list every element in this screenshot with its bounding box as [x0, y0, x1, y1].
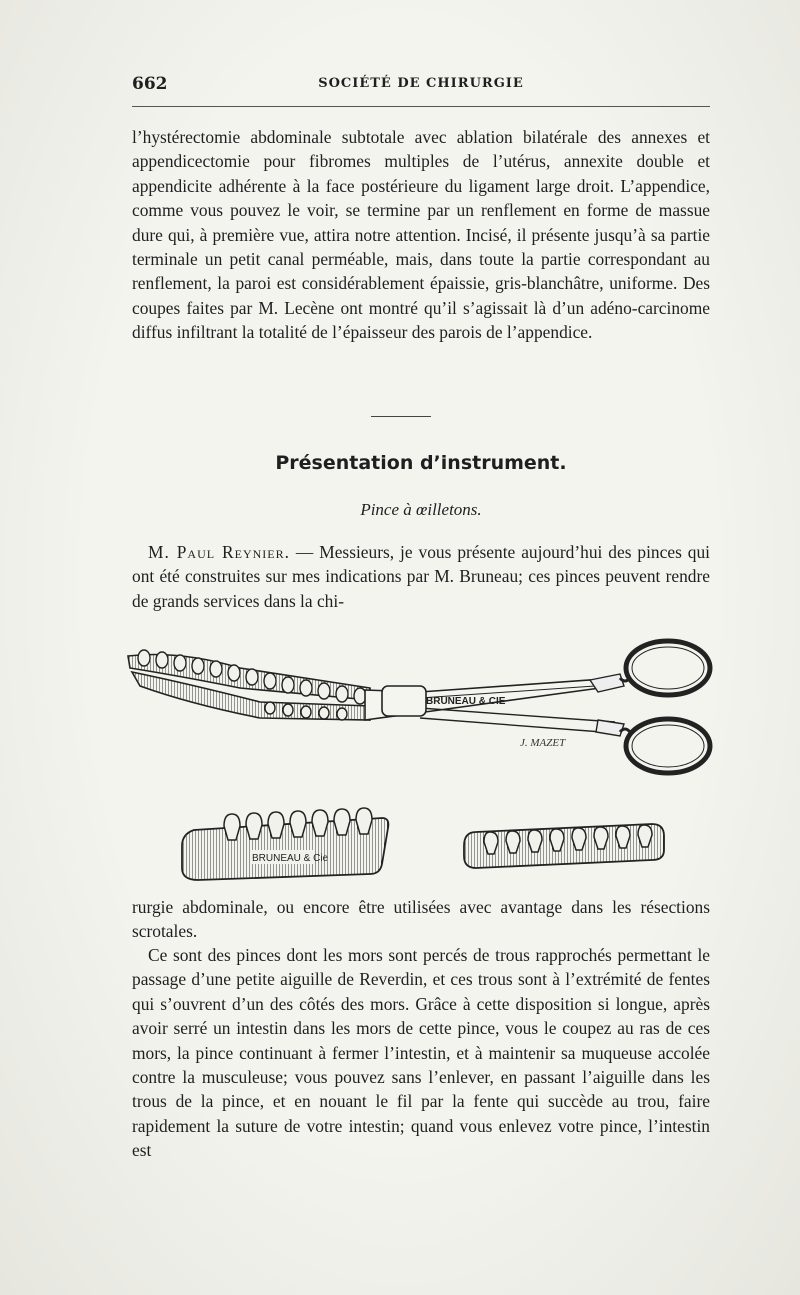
engraver-signature: J. MAZET	[520, 737, 566, 749]
jaw-detail-2	[464, 824, 664, 868]
box-joint	[382, 686, 426, 716]
speaker-name: M. Paul Reynier.	[148, 542, 290, 562]
running-title: SOCIÉTÉ DE CHIRURGIE	[318, 76, 524, 91]
paragraph-4: Ce sont des pinces dont les mors sont percés de trous rapprochés permettant le passage d’une petite aiguille de Reverdin, et ces trous sont à l’extrémité de fentes qui s’ouvrent d’un des côtés des mors. Grâce à cette disposition si longue, après avoir serré un intestin dans les mors de cette pince, vous le coupez au ras de ces mors, la pince continuant à fermer l’intestin, et à maintenir sa muqueuse accolée contre la musculeuse; vous pouvez sans l’enlever, en passant l’aiguille dans les trous de la pince, et en nouant le fil par la fente qui succède au trou, faire rapidement la suture de votre intestin; quand vous enlevez votre pince, l’intestin est	[132, 945, 710, 1161]
forceps-illustration	[120, 628, 720, 890]
jaw-mark: BRUNEAU & Cie	[252, 853, 329, 864]
section-separator	[371, 416, 431, 417]
forceps-drawing	[120, 628, 720, 890]
page-number: 662	[132, 74, 168, 94]
paragraph-2	[132, 540, 710, 613]
section-subtitle: Pince à œilletons.	[360, 500, 482, 519]
paragraph-3: rurgie abdominale, ou encore être utilisées avec avantage dans les résections scrotales.	[132, 897, 710, 942]
section-title: Présentation d’instrument.	[275, 452, 567, 474]
maker-mark: BRUNEAU & CIE	[426, 696, 506, 707]
lower-finger-ring	[626, 719, 710, 773]
paragraph-2-text: — Messieurs, je vous présente aujourd’hui des pinces qui ont été construites sur mes indications par M. Bruneau; ces pinces peuvent rendre de grands services dans la chi-	[132, 542, 710, 611]
jaw-detail-1	[182, 808, 388, 880]
page-header	[132, 72, 710, 98]
paragraph-1: l’hystérectomie abdominale subtotale avec ablation bilatérale des annexes et appendicectomie pour fibromes multiples de l’utérus, annexite double et appendicite adhérente à la face postérieure du ligament large droit. L’appendice, comme vous pouvez le voir, se termine par un renflement en forme de massue dure qui, à première vue, attira notre attention. Incisé, il présente jusqu’à sa partie terminale un petit canal perméable, mais, dans toute la partie correspondant au renflement, la paroi est considérablement épaissie, gris-blanchâtre, uniforme. Des coupes faites par M. Lecène ont montré qu’il s’agissait là d’un adéno-carcinome diffus infiltrant la totalité de l’épaisseur des parois de l’appendice.	[132, 127, 710, 343]
upper-finger-ring	[626, 641, 710, 695]
header-rule	[132, 106, 710, 107]
